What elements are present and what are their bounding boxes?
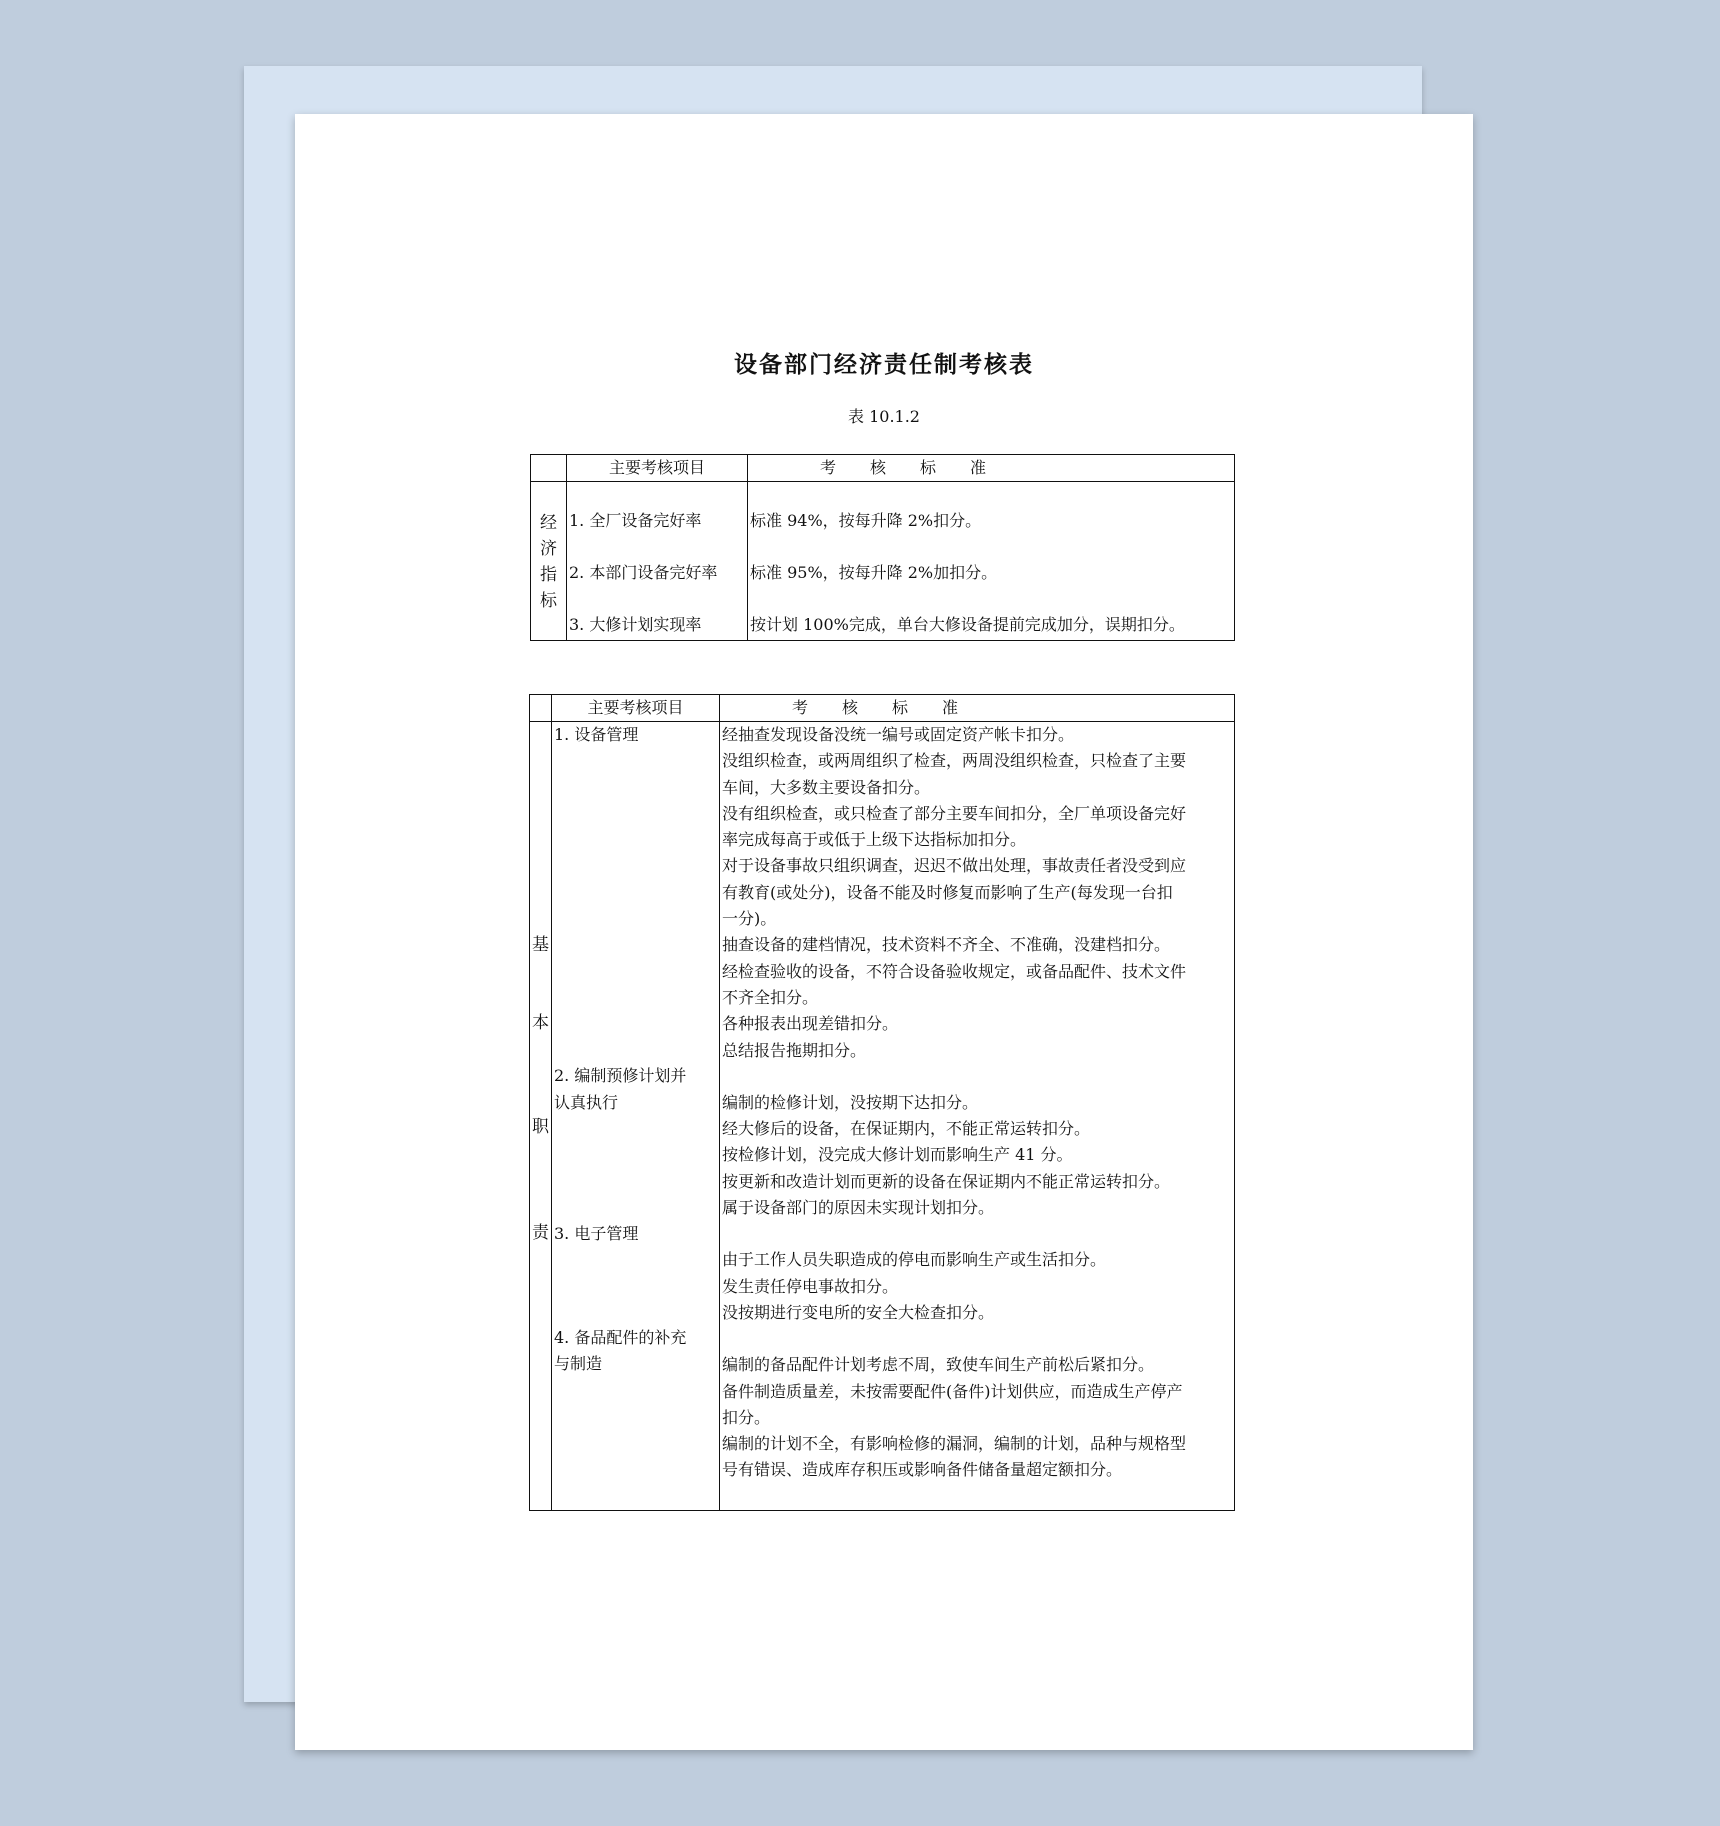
header-standard <box>720 695 1235 722</box>
item-label: 3. 电子管理 <box>554 1223 639 1243</box>
standard-line: 有教育(或处分)，设备不能及时修复而影响了生产(每发现一台扣 <box>722 882 1173 902</box>
standard-line: 经抽查发现设备没统一编号或固定资产帐卡扣分。 <box>722 725 1075 744</box>
header-standard <box>748 455 1235 482</box>
header-item: 主要考核项目 <box>567 455 748 482</box>
side-label-cell <box>531 482 567 641</box>
side-label-char: 标 <box>540 591 557 611</box>
basic-duties-table <box>529 694 1235 1511</box>
standard-line: 扣分。 <box>722 1407 771 1427</box>
standard-line: 没有组织检查，或只检查了部分主要车间扣分，全厂单项设备完好 <box>722 803 1187 823</box>
side-label-char: 职 <box>532 1117 549 1137</box>
header-standard-char: 准 <box>942 698 959 717</box>
standard-group <box>722 1090 1232 1221</box>
table-header-row <box>530 695 1235 722</box>
standard-line: 经大修后的设备，在保证期内，不能正常运转扣分。 <box>722 1119 1091 1139</box>
standard-line: 没按期进行变电所的安全大检查扣分。 <box>722 1302 995 1322</box>
item-label: 认真执行 <box>554 1092 619 1112</box>
side-label-char: 济 <box>540 539 557 559</box>
side-label-char: 责 <box>532 1223 549 1243</box>
standard-text: 标准 95%，按每升降 2%加扣分。 <box>750 563 998 582</box>
standard-line: 号有错误、造成库存积压或影响备件储备量超定额扣分。 <box>722 1460 1123 1480</box>
standard-line: 没组织检查，或两周组织了检查，两周没组织检查，只检查了主要 <box>722 751 1187 771</box>
side-label-char: 经 <box>540 513 557 533</box>
item-group <box>554 722 717 1037</box>
standard-line: 一分)。 <box>722 909 777 929</box>
item-label: 4. 备品配件的补充 <box>554 1328 687 1348</box>
standard-group <box>722 722 1232 1064</box>
table-header-row <box>531 455 1235 482</box>
document-page <box>295 114 1473 1750</box>
economic-indicators-table <box>530 454 1235 641</box>
header-standard-char: 标 <box>920 458 937 477</box>
standard-text: 标准 94%，按每升降 2%扣分。 <box>750 511 982 530</box>
standard-line: 对于设备事故只组织调查，迟迟不做出处理，事故责任者没受到应 <box>722 856 1187 876</box>
standard-line: 不齐全扣分。 <box>722 987 819 1007</box>
item-label: 2. 本部门设备完好率 <box>569 563 718 582</box>
standard-group <box>722 1352 1232 1483</box>
standards-cell <box>748 482 1235 641</box>
standard-line: 抽查设备的建档情况，技术资料不齐全、不准确，没建档扣分。 <box>722 935 1171 955</box>
items-cell <box>567 482 748 641</box>
standard-line: 属于设备部门的原因未实现计划扣分。 <box>722 1198 995 1218</box>
standard-line: 总结报告拖期扣分。 <box>722 1040 867 1060</box>
standards-cell <box>720 722 1235 1511</box>
standard-line: 各种报表出现差错扣分。 <box>722 1014 899 1034</box>
header-standard-char: 核 <box>870 458 887 477</box>
item-label: 1. 全厂设备完好率 <box>569 511 702 530</box>
header-standard-char: 准 <box>970 458 987 477</box>
item-label: 3. 大修计划实现率 <box>569 615 702 634</box>
standard-line: 率完成每高于或低于上级下达指标加扣分。 <box>722 830 1027 850</box>
standard-line: 按检修计划，没完成大修计划而影响生产 41 分。 <box>722 1145 1073 1165</box>
item-group <box>554 1063 717 1195</box>
standard-line: 编制的备品配件计划考虑不周，致使车间生产前松后紧扣分。 <box>722 1355 1155 1375</box>
standard-text: 按计划 100%完成，单台大修设备提前完成加分，误期扣分。 <box>750 615 1185 634</box>
item-label: 与制造 <box>554 1354 603 1374</box>
side-label-char: 本 <box>532 1013 549 1033</box>
item-group <box>554 1221 717 1299</box>
standard-line: 按更新和改造计划而更新的设备在保证期内不能正常运转扣分。 <box>722 1171 1171 1191</box>
standard-line: 由于工作人员失职造成的停电而影响生产或生活扣分。 <box>722 1250 1107 1270</box>
standard-line: 经检查验收的设备，不符合设备验收规定，或备品配件、技术文件 <box>722 961 1187 981</box>
items-cell <box>552 722 720 1511</box>
side-label-cell <box>530 722 552 1511</box>
document-title: 设备部门经济责任制考核表 <box>734 351 1034 378</box>
item-label: 1. 设备管理 <box>554 725 639 744</box>
table-body-row <box>531 482 1235 641</box>
header-blank-cell <box>530 695 552 722</box>
header-standard-char: 核 <box>842 698 859 717</box>
table-number: 表 10.1.2 <box>848 407 920 426</box>
standard-group <box>722 1247 1232 1326</box>
standard-line: 发生责任停电事故扣分。 <box>722 1276 899 1296</box>
header-standard-char: 考 <box>820 458 837 477</box>
standard-line: 车间，大多数主要设备扣分。 <box>722 777 931 797</box>
header-item: 主要考核项目 <box>552 695 720 722</box>
side-label-char: 基 <box>532 935 549 955</box>
item-group <box>554 1325 717 1378</box>
side-label-char: 指 <box>540 565 557 585</box>
standard-line: 编制的检修计划，没按期下达扣分。 <box>722 1092 979 1112</box>
standard-line: 编制的计划不全，有影响检修的漏洞，编制的计划，品种与规格型 <box>722 1434 1187 1454</box>
header-standard-char: 标 <box>892 698 909 717</box>
header-standard-char: 考 <box>792 698 809 717</box>
table-body-row <box>530 722 1235 1511</box>
item-label: 2. 编制预修计划并 <box>554 1066 687 1086</box>
standard-line: 备件制造质量差，未按需要配件(备件)计划供应，而造成生产停产 <box>722 1381 1183 1401</box>
header-blank-cell <box>531 455 567 482</box>
